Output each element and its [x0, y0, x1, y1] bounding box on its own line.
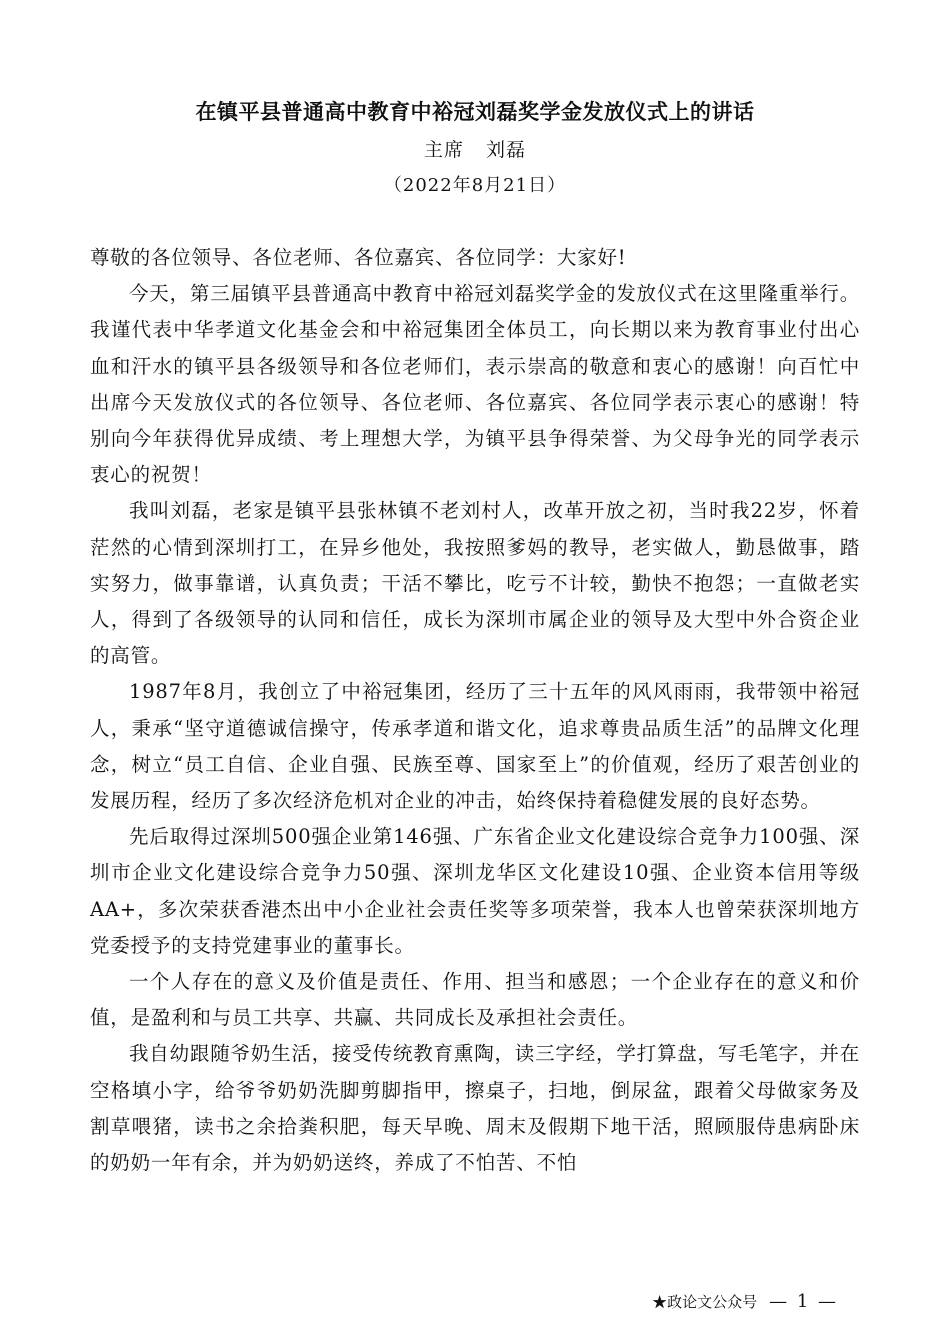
- paragraph: 一个人存在的意义及价值是责任、作用、担当和感恩；一个企业存在的意义和价值，是盈利和与员工共享、共赢、共同成长及承担社会责任。: [90, 970, 860, 1030]
- author-line: [0, 134, 950, 166]
- paragraph: 今天，第三届镇平县普通高中教育中裕冠刘磊奖学金的发放仪式在这里隆重举行。我谨代表中华孝道文化基金会和中裕冠集团全体员工，向长期以来为教育事业付出心血和汗水的镇平县各级领导和各位老师们，表示崇高的敬意和衷心的感谢！向百忙中出席今天发放仪式的各位领导、各位老师、各位嘉宾、各位同学表示衷心的感谢！特别向今年获得优异成绩、考上理想大学，为镇平县争得荣誉、为父母争光的同学表示衷心的祝贺！: [90, 282, 860, 487]
- salutation: 尊敬的各位领导、各位老师、各位嘉宾、各位同学：大家好!: [90, 246, 627, 269]
- author-name: 刘磊: [486, 139, 527, 161]
- author-role: 主席: [423, 139, 464, 161]
- paragraph: 我叫刘磊，老家是镇平县张林镇不老刘村人，改革开放之初，当时我22岁，怀着茫然的心情到深圳打工，在异乡他处，我按照爹妈的教导，老实做人，勤恳做事，踏实努力，做事靠谱，认真负责；干活不攀比，吃亏不计较，勤快不抱怨；一直做老实人，得到了各级领导的认同和信任，成长为深圳市属企业的领导及大型中外合资企业的高管。: [90, 499, 860, 668]
- speech-body: [90, 240, 860, 1181]
- paragraph: 我自幼跟随爷奶生活，接受传统教育熏陶，读三字经，学打算盘，写毛笔字，并在空格填小字，给爷爷奶奶洗脚剪脚指甲，擦桌子，扫地，倒尿盆，跟着父母做家务及割草喂猪，读书之余拾粪积肥，每天早晚、周末及假期下地干活，照顾服侍患病卧床的奶奶一年有余，并为奶奶送终，养成了不怕苦、不怕: [90, 1042, 860, 1175]
- document-title: 在镇平县普通高中教育中裕冠刘磊奖学金发放仪式上的讲话: [195, 99, 755, 124]
- page-footer: [652, 1290, 838, 1314]
- speech-date: （2022年8月21日）: [383, 175, 567, 196]
- footer-source: ★政论文公众号: [652, 1293, 758, 1311]
- paragraph: 先后取得过深圳500强企业第146强、广东省企业文化建设综合竞争力100强、深圳市企业文化建设综合竞争力50强、深圳龙华区文化建设10强、企业资本信用等级AA+，多次荣获香港杰出中小企业社会责任奖等多项荣誉，我本人也曾荣获深圳地方党委授予的支持党建事业的董事长。: [90, 825, 860, 957]
- page-number: — 1 —: [769, 1291, 838, 1312]
- paragraph: 1987年8月，我创立了中裕冠集团，经历了三十五年的风风雨雨，我带领中裕冠人，秉承“坚守道德诚信操守，传承孝道和谐文化，追求尊贵品质生活”的品牌文化理念，树立“员工自信、企业自强、民族至尊、国家至上”的价值观，经历了艰苦创业的发展历程，经历了多次经济危机对企业的冲击，始终保持着稳健发展的良好态势。: [90, 680, 860, 813]
